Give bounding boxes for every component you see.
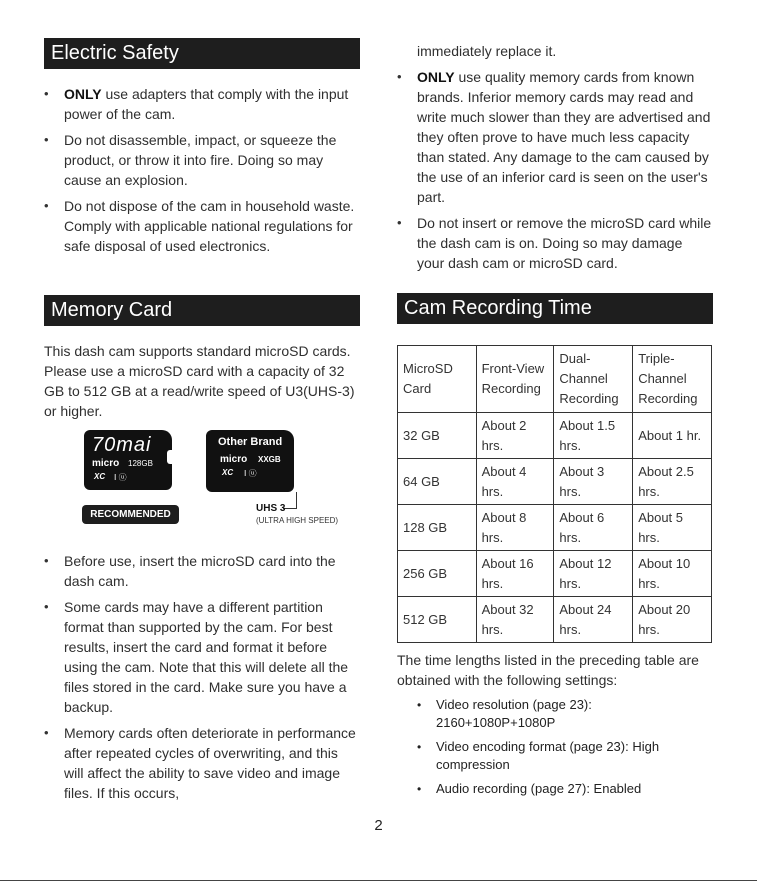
- memory-card-heading: Memory Card: [44, 295, 360, 326]
- column-header: Front-View Recording: [476, 346, 554, 413]
- table-cell: About 3 hrs.: [554, 459, 633, 505]
- recording-time-table: [397, 345, 712, 643]
- table-cell: About 10 hrs.: [633, 551, 712, 597]
- list-item: • Memory cards often deteriorate in performance after repeated cycles of overwriting, and this will affect the ability to save video and image files. If this occurs,: [44, 723, 360, 803]
- uhs-callout-line: [296, 492, 297, 508]
- page-number: 2: [374, 817, 383, 834]
- recording-time-note: The time lengths listed in the preceding table are obtained with the following settings:: [397, 652, 699, 688]
- recommended-microsd-card: [84, 430, 172, 490]
- list-item: • Do not disassemble, impact, or squeeze the product, or throw it into fire. Doing so may cause an explosion.: [44, 130, 360, 190]
- electric-safety-list: [44, 84, 360, 256]
- microsd-logo: micro: [220, 454, 248, 465]
- table-row: [398, 597, 712, 643]
- table-cell: About 1 hr.: [633, 413, 712, 459]
- table-row: [398, 459, 712, 505]
- electric-safety-heading: Electric Safety: [44, 38, 360, 69]
- table-cell: 128 GB: [398, 505, 477, 551]
- table-cell: About 2 hrs.: [476, 413, 554, 459]
- list-item: • ONLY use quality memory cards from known brands. Inferior memory cards may read and write much slower than they are advertised and they often prove to have much less capacity than stated. Any damage to the cam caused by the use of an inferior card is seen on the user's part.: [397, 67, 713, 207]
- table-cell: 64 GB: [398, 459, 477, 505]
- table-cell: 32 GB: [398, 413, 477, 459]
- other-brand-microsd-card: [206, 430, 294, 492]
- table-cell: 256 GB: [398, 551, 477, 597]
- memory-card-intro: This dash cam supports standard microSD cards. Please use a microSD card with a capacity of 32 GB to 512 GB at a read/write speed of U3(UHS-3) or higher.: [44, 343, 355, 419]
- table-cell: About 8 hrs.: [476, 505, 554, 551]
- recommended-badge: RECOMMENDED: [82, 505, 179, 524]
- table-cell: About 4 hrs.: [476, 459, 554, 505]
- table-cell: About 6 hrs.: [554, 505, 633, 551]
- table-row: [398, 413, 712, 459]
- card-brand-logo: 70mai: [92, 434, 152, 456]
- microsd-logo: micro: [92, 458, 120, 469]
- list-item: • Before use, insert the microSD card into the dash cam.: [44, 551, 360, 591]
- card-class: XC: [94, 472, 106, 481]
- table-cell: About 20 hrs.: [633, 597, 712, 643]
- table-cell: About 16 hrs.: [476, 551, 554, 597]
- table-cell: 512 GB: [398, 597, 477, 643]
- column-header: MicroSD Card: [398, 346, 477, 413]
- uhs-class-icon: Ⅰ ⓤ: [244, 469, 257, 478]
- table-cell: About 24 hrs.: [554, 597, 633, 643]
- card-class: XC: [222, 468, 234, 477]
- table-cell: About 5 hrs.: [633, 505, 712, 551]
- column-header: Triple-Channel Recording: [633, 346, 712, 413]
- table-header-row: [398, 346, 712, 413]
- table-cell: About 2.5 hrs.: [633, 459, 712, 505]
- table-cell: About 12 hrs.: [554, 551, 633, 597]
- uhs-label: UHS 3: [256, 503, 286, 514]
- memory-card-list: [44, 551, 360, 803]
- card-capacity: XXGB: [258, 455, 281, 464]
- memory-card-list-continued: [397, 67, 713, 273]
- table-cell: About 1.5 hrs.: [554, 413, 633, 459]
- list-item: • Video encoding format (page 23): High compression: [417, 738, 713, 774]
- table-row: [398, 551, 712, 597]
- card-notch: [167, 450, 173, 464]
- recording-time-heading: Cam Recording Time: [397, 293, 713, 324]
- table-cell: About 32 hrs.: [476, 597, 554, 643]
- list-item: • Do not dispose of the cam in household waste. Comply with applicable national regulations for safe disposal of used electronics.: [44, 196, 360, 256]
- list-item: • Do not insert or remove the microSD card while the dash cam is on. Doing so may damage your dash cam or microSD card.: [397, 213, 713, 273]
- list-item: • Some cards may have a different partition format than supported by the cam. For best results, insert the card and format it before using the cam. Note that this will delete all the files stored in the card. Make sure you have a backup.: [44, 597, 360, 717]
- list-item: • Audio recording (page 27): Enabled: [417, 780, 713, 798]
- footer-rule: [0, 880, 757, 881]
- table-row: [398, 505, 712, 551]
- uhs-sublabel: (ULTRA HIGH SPEED): [256, 516, 339, 525]
- card-brand-label: Other Brand: [218, 436, 283, 448]
- uhs-class-icon: Ⅰ ⓤ: [114, 473, 127, 482]
- list-item: • ONLY use adapters that comply with the input power of the cam.: [44, 84, 360, 124]
- settings-list: [417, 696, 713, 798]
- list-item: • Video resolution (page 23): 2160+1080P+1080P: [417, 696, 713, 732]
- continued-text: immediately replace it.: [417, 43, 557, 59]
- card-capacity: 128GB: [128, 459, 153, 468]
- column-header: Dual-Channel Recording: [554, 346, 633, 413]
